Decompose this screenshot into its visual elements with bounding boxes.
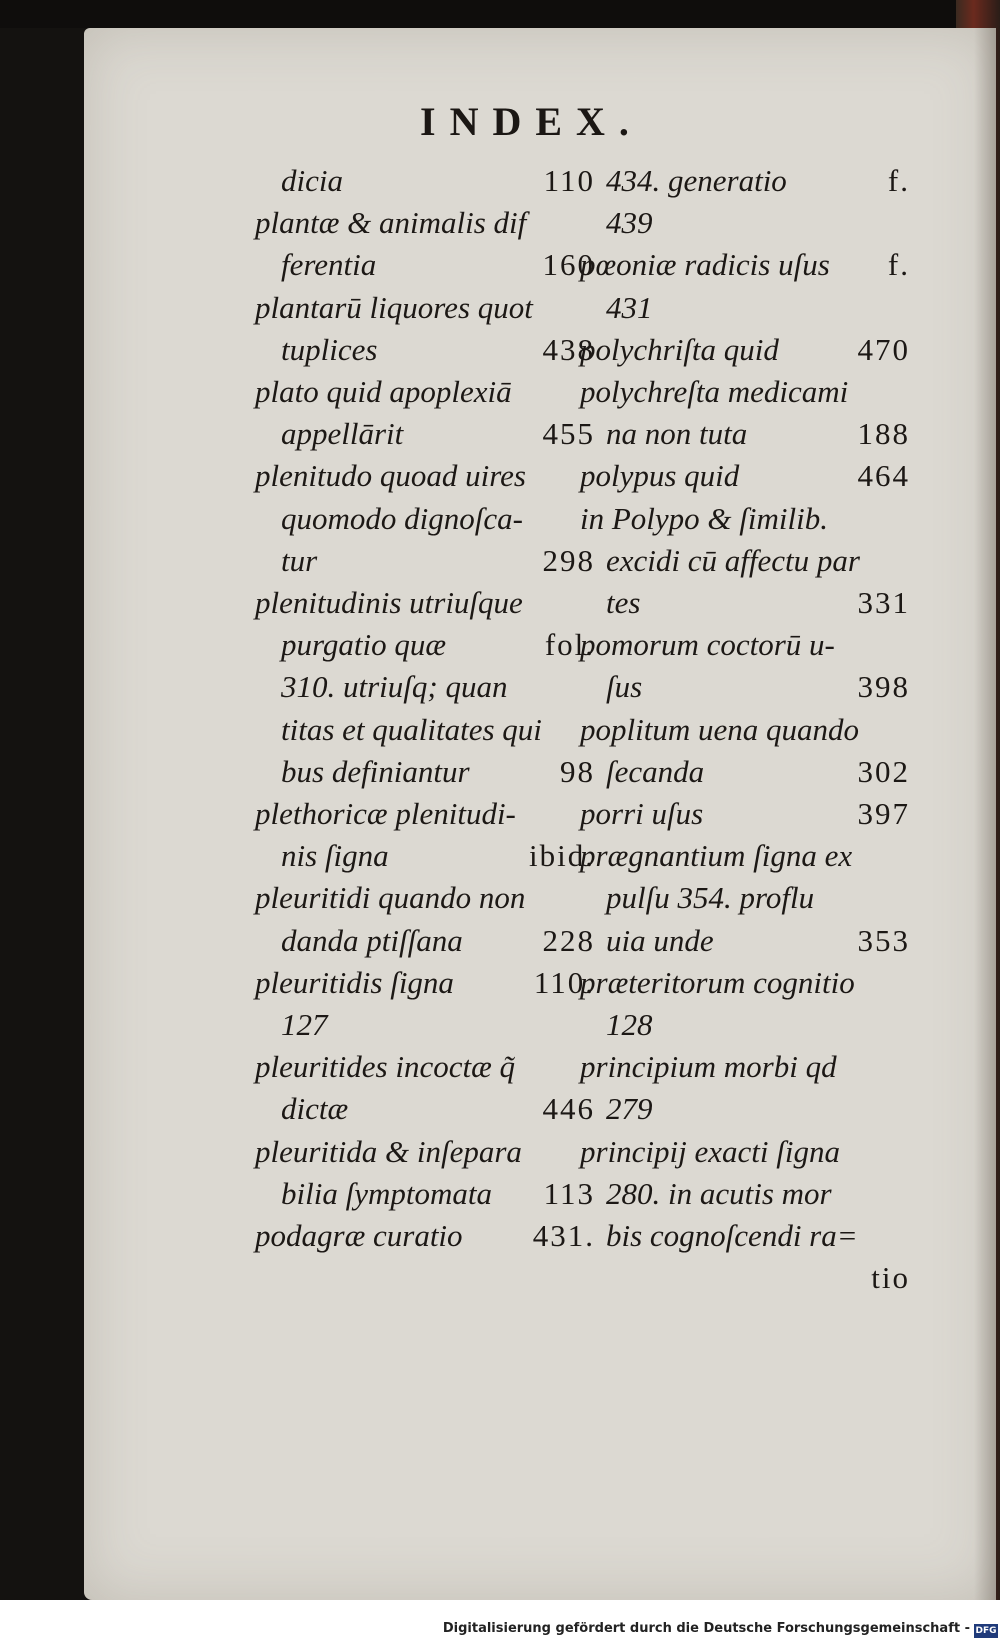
index-entry-page: 302 xyxy=(857,753,910,789)
index-entry-text: 434. generatio xyxy=(606,163,787,198)
index-entry-line xyxy=(580,666,910,708)
index-entry-line xyxy=(255,709,595,751)
index-entry-text: dicia xyxy=(281,163,343,198)
index-entry-line xyxy=(580,835,910,877)
index-entry-line xyxy=(580,624,910,666)
index-entry-text: pleuritidis ſigna xyxy=(255,964,454,1000)
index-entry-text: nis ſigna xyxy=(281,838,389,874)
index-entry-page: 98 xyxy=(560,753,595,789)
index-entry-text: ſecanda xyxy=(606,753,705,789)
index-entry-text: pleuritidi quando non xyxy=(255,880,526,916)
index-entry-text: excidi cū affectu par xyxy=(606,542,860,578)
index-entry-line xyxy=(580,455,910,497)
index-entry-page: 455 xyxy=(542,416,595,452)
index-entry-text: ferentia xyxy=(281,247,377,283)
index-entry-line xyxy=(255,877,595,919)
index-entry-line xyxy=(255,413,595,455)
index-entry-page: 470 xyxy=(857,331,910,367)
index-entry-page: 464 xyxy=(857,458,910,494)
index-entry-line xyxy=(580,751,910,793)
index-entry-page: f. xyxy=(887,163,910,198)
index-entry-line xyxy=(255,793,595,835)
index-entry-line xyxy=(255,1215,595,1257)
index-entry-text: 127 xyxy=(281,1007,328,1043)
index-entry-text: danda ptiſſana xyxy=(281,922,463,958)
index-entry-text: pomorum coctorū u- xyxy=(580,627,835,663)
index-entry-line xyxy=(580,1131,910,1173)
index-entry-text: 431 xyxy=(606,289,653,325)
index-entry-line xyxy=(255,202,595,244)
index-entry-text: præteritorum cognitio xyxy=(580,964,855,1000)
index-entry-page: 353 xyxy=(857,922,910,958)
index-entry-text: plantæ & animalis dif xyxy=(255,205,527,241)
index-entry-text: 128 xyxy=(606,1007,653,1043)
index-entry-text: polychriſta quid xyxy=(580,331,779,367)
footer-bar xyxy=(0,1600,1000,1644)
index-entry-text: plantarū liquores quot xyxy=(255,289,533,325)
index-entry-line xyxy=(255,455,595,497)
index-entry-text: titas et qualitates qui xyxy=(281,711,542,747)
index-entry-page: 160 xyxy=(542,247,595,283)
index-entry-page: ibid. xyxy=(529,838,595,874)
index-entry-text: plato quid apoplexiā xyxy=(255,374,512,410)
index-entry-text: bus definiantur xyxy=(281,753,470,789)
dfg-logo: DFG xyxy=(975,1626,997,1636)
funding-notice: Digitalisierung gefördert durch die Deutsche Forschungsgemeinschaft - xyxy=(442,1621,970,1636)
index-entry-line xyxy=(255,160,595,202)
index-entry-text: 439 xyxy=(606,205,653,241)
index-entry-text: tur xyxy=(281,542,318,578)
index-entry-text: porri uſus xyxy=(580,796,704,832)
index-entry-text: 279 xyxy=(606,1091,653,1127)
index-entry-page: 298 xyxy=(542,542,595,578)
index-entry-text: bis cognoſcendi ra= xyxy=(606,1218,858,1254)
index-entry-text: principij exacti ſigna xyxy=(580,1133,841,1169)
index-entry-line xyxy=(580,1257,910,1299)
index-entry-text: pulſu 354. proflu xyxy=(606,880,815,916)
index-entry-text: poplitum uena quando xyxy=(580,711,859,747)
index-entry-page: 113 xyxy=(543,1175,595,1211)
index-entry-page: fol. xyxy=(544,627,595,663)
index-entry-line xyxy=(580,582,910,624)
index-entry-text: na non tuta xyxy=(606,416,748,452)
index-entry-line xyxy=(255,540,595,582)
index-entry-page: 431. xyxy=(532,1218,595,1254)
index-entry-text: ſus xyxy=(606,669,643,705)
index-entry-text: principium morbi qd xyxy=(580,1049,837,1085)
index-entry-text: podagræ curatio xyxy=(255,1218,463,1254)
index-entry-text: pleuritides incoctæ q̃ xyxy=(255,1049,516,1085)
index-entry-line xyxy=(580,1004,910,1046)
index-column-right xyxy=(580,160,910,1299)
index-entry-text: pœoniæ radicis uſus xyxy=(580,247,830,283)
index-entry-line xyxy=(580,1215,910,1257)
index-entry-line xyxy=(580,371,910,413)
index-entry-line xyxy=(255,1088,595,1130)
index-entry-line xyxy=(580,202,910,244)
index-entry-text: purgatio quæ xyxy=(281,627,447,663)
index-entry-line xyxy=(580,329,910,371)
index-entry-line xyxy=(255,244,595,286)
index-entry-line xyxy=(255,582,595,624)
index-entry-text: plenitudinis utriuſque xyxy=(255,585,523,621)
index-entry-line xyxy=(255,624,595,666)
index-entry-text: tes xyxy=(606,585,641,621)
index-entry-text: 310. utriuſq; quan xyxy=(281,669,508,705)
index-entry-text: 280. in acutis mor xyxy=(606,1175,832,1211)
index-entry-page: 398 xyxy=(857,669,910,705)
index-entry-text: prægnantium ſigna ex xyxy=(580,838,853,874)
index-entry-text: plenitudo quoad uires xyxy=(255,458,526,494)
index-entry-page: 228 xyxy=(542,922,595,958)
index-entry-line xyxy=(580,793,910,835)
page-title: INDEX. xyxy=(420,99,643,144)
index-entry-text: dictæ xyxy=(281,1091,349,1127)
index-entry-line xyxy=(255,1004,595,1046)
index-entry-line xyxy=(580,498,910,540)
index-column-left xyxy=(255,160,595,1257)
index-entry-text: plethoricæ plenitudi- xyxy=(255,796,516,832)
index-entry-text: bilia ſymptomata xyxy=(281,1175,492,1211)
index-entry-line xyxy=(580,160,910,202)
index-entry-page: 446 xyxy=(542,1091,595,1127)
index-entry-text: in Polypo & ſimilib. xyxy=(580,500,828,536)
index-entry-page: 331 xyxy=(857,585,910,621)
index-entry-line xyxy=(580,1088,910,1130)
index-entry-line xyxy=(255,920,595,962)
index-entry-line xyxy=(580,920,910,962)
index-entry-line xyxy=(255,835,595,877)
index-entry-text: tuplices xyxy=(281,331,378,367)
index-entry-line xyxy=(255,962,595,1004)
index-entry-page: 397 xyxy=(857,796,910,832)
index-entry-line xyxy=(580,413,910,455)
index-entry-line xyxy=(255,666,595,708)
index-entry-page: 188 xyxy=(857,416,910,452)
index-entry-text: polychreſta medicami xyxy=(580,374,849,410)
index-entry-line xyxy=(580,540,910,582)
index-entry-page: 438 xyxy=(542,331,595,367)
index-entry-text: polypus quid xyxy=(580,458,740,494)
index-entry-line xyxy=(255,498,595,540)
index-entry-page: 110 xyxy=(543,163,595,198)
index-entry-line xyxy=(580,1046,910,1088)
index-entry-line xyxy=(255,371,595,413)
index-entry-line xyxy=(255,751,595,793)
index-entry-page: tio xyxy=(871,1260,910,1296)
index-entry-line xyxy=(580,287,910,329)
index-entry-line xyxy=(255,1173,595,1215)
scan-top-edge xyxy=(0,0,1000,28)
index-entry-line xyxy=(580,877,910,919)
index-entry-line xyxy=(255,287,595,329)
index-entry-line xyxy=(580,1173,910,1215)
index-entry-line xyxy=(580,962,910,1004)
index-entry-line xyxy=(255,1046,595,1088)
index-entry-page: 110. xyxy=(533,964,595,1000)
index-entry-page: f. xyxy=(887,247,910,283)
index-entry-text: pleuritida & inſepara xyxy=(255,1133,522,1169)
index-entry-line xyxy=(255,329,595,371)
index-entry-text: appellārit xyxy=(281,416,404,452)
index-entry-line xyxy=(580,244,910,286)
index-entry-line xyxy=(255,1131,595,1173)
index-entry-text: quomodo dignoſca- xyxy=(281,500,523,536)
index-entry-text: uia unde xyxy=(606,922,714,958)
page-gutter-shadow xyxy=(974,28,996,1600)
index-entry-line xyxy=(580,709,910,751)
